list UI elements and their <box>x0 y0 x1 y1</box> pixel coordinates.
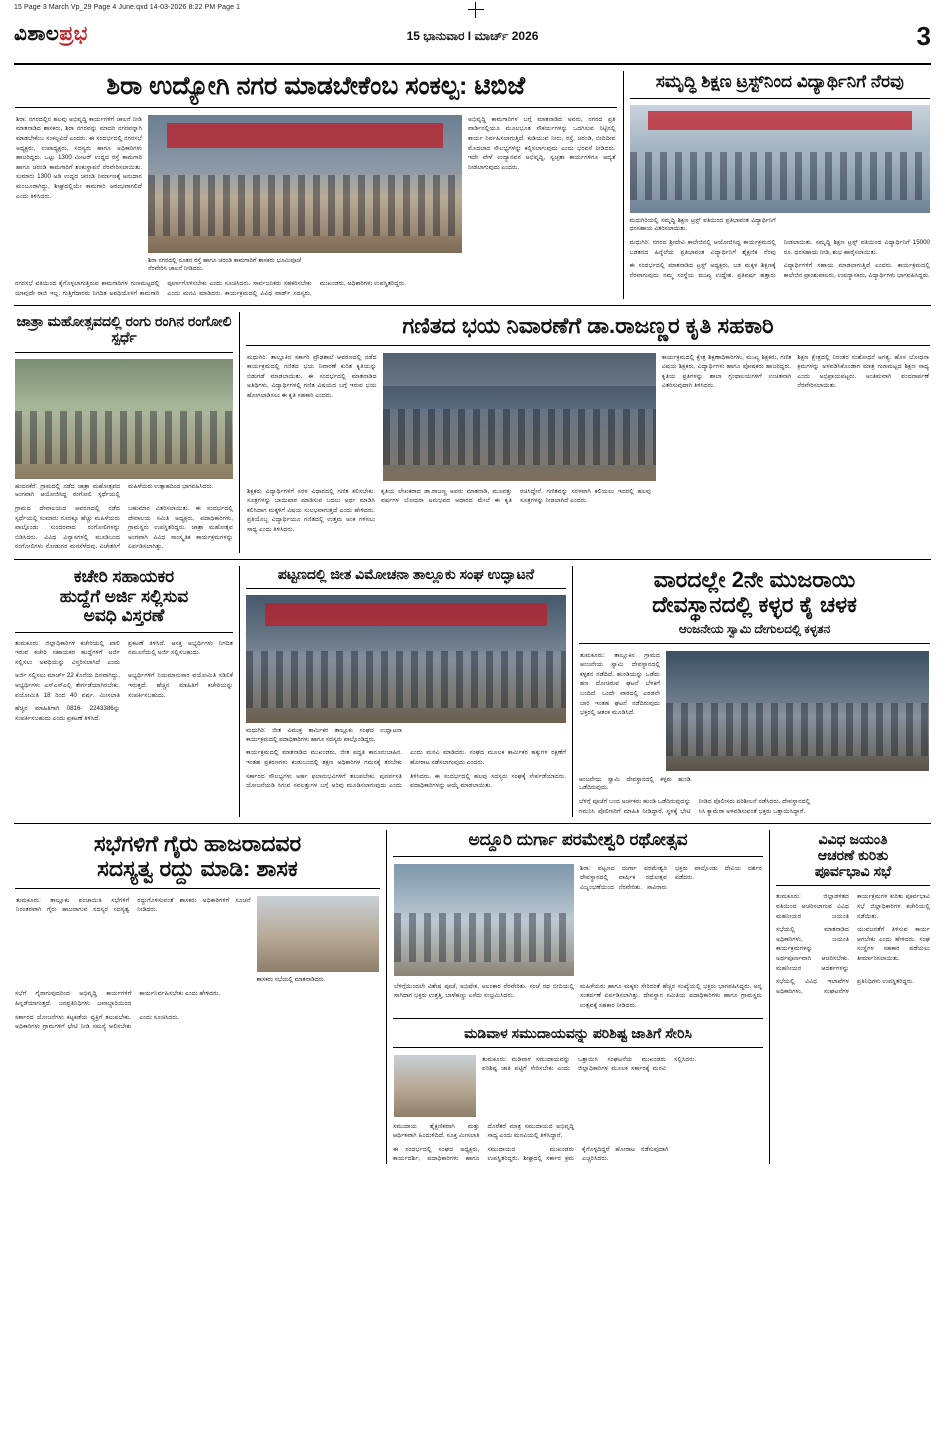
varadalle-caption: ಆಂಜನೇಯ ಸ್ವಾಮಿ ದೇವಸ್ಥಾನದಲ್ಲಿ ಕಳ್ಳರು ಹುಂಡಿ ಒಡೆದಿರುವುದು. <box>579 776 691 792</box>
sabhe-col2: ಸಭೆಗೆ ಗೈರಾಗುವುದರಿಂದ ಅಭಿವೃದ್ಧಿ ಕಾರ್ಯಗಳಿಗೆ ಹಿನ್ನಡೆಯಾಗುತ್ತದೆ. ಜನಪ್ರತಿನಿಧಿಗಳು ಜವಾಬ್ದಾರಿಯಿಂದ ಕಾರ್ಯನಿರ್ವಹಿಸಬೇಕು ಎಂದು ಹೇಳಿದರು. <box>15 990 221 1008</box>
article-rangoli <box>14 312 240 553</box>
row-third <box>14 566 931 817</box>
durga-col2: ಬೆಳಿಗ್ಗೆಯಿಂದಲೇ ವಿಶೇಷ ಪೂಜೆ, ಅಭಿಷೇಕ, ಅಲಂಕಾರ ನೆರವೇರಿತು. ಸಂಜೆ ರಥ ಬೀದಿಯಲ್ಲಿ ಸಾಗಿದಾಗ ಭಕ್ತರು ಉತ್ತತ್ತಿ, ಬಾಳೆಹಣ್ಣು ಎಸೆದು ಸಂಭ್ರಮಿಸಿದರು. <box>394 982 574 1000</box>
madivala-portrait-photo <box>394 1055 476 1117</box>
varadalle-col2: ಬೆಳಿಗ್ಗೆ ಪೂಜೆಗೆ ಬಂದ ಅರ್ಚಕರು ಹುಂಡಿ ಒಡೆದಿರುವುದನ್ನು ಗಮನಿಸಿ ಪೊಲೀಸರಿಗೆ ಮಾಹಿತಿ ನೀಡಿದ್ದಾರೆ. ಸ್ಥಳಕ್ಕೆ ಭೇಟಿ ನೀಡಿದ ಪೊಲೀಸರು ಪರಿಶೀಲನೆ ನಡೆಸಿದರು. ದೇವಸ್ಥಾನದಲ್ಲಿ ಸಿಸಿ ಕ್ಯಾಮೆರಾ ಅಳವಡಿಸುವಂತೆ ಭಕ್ತರು ಒತ್ತಾಯಿಸಿದ್ದಾರೆ. <box>579 797 811 815</box>
sira-col2: ಅಭಿವೃದ್ಧಿ ಕಾಮಗಾರಿಗಳ ಬಗ್ಗೆ ಮಾತನಾಡಿದ ಅವರು, ನಗರದ ಪ್ರತಿ ವಾರ್ಡಿನಲ್ಲಿಯೂ ಮೂಲಭೂತ ಸೌಕರ್ಯಗಳನ್ನು ಒದಗಿಸುವ ನಿಟ್ಟಿನಲ್ಲಿ ಕಾರ್ಯ ನಿರ್ವಹಿಸಲಾಗುತ್ತಿದೆ. ಕುಡಿಯುವ ನೀರು, ರಸ್ತೆ, ಚರಂಡಿ, ಬೀದಿದೀಪ ಮೊದಲಾದ ಸೌಲಭ್ಯಗಳನ್ನು ಕಲ್ಪಿಸಲಾಗುವುದು ಎಂದು ಭರವಸೆ ನೀಡಿದರು. ಇದೇ ವೇಳೆ ಉದ್ಯಾನವನ ಅಭಿವೃದ್ಧಿ, ಸ್ವಚ್ಛತಾ ಕಾರ್ಯಗಳಿಗೂ ಆದ್ಯತೆ ನೀಡಲಾಗುವುದು ಎಂದರು. <box>468 115 616 171</box>
sabhe-headline-line2: ಸದಸ್ಯತ್ವ ರದ್ದು ಮಾಡಿ: ಶಾಸಕ <box>97 856 298 882</box>
sira-photo <box>148 115 462 253</box>
madivala-col3: ಈ ಸಂದರ್ಭದಲ್ಲಿ ಸಂಘದ ಅಧ್ಯಕ್ಷರು, ಕಾರ್ಯದರ್ಶಿ, ಪದಾಧಿಕಾರಿಗಳು ಹಾಗೂ ಸಮುದಾಯದ ಮುಖಂಡರು ಉಪಸ್ಥಿತರಿದ್ದರು. ಶೀಘ್ರದಲ್ಲಿ ಸರ್ಕಾರ ಕ್ರಮ ಕೈಗೊಳ್ಳದಿದ್ದರೆ ಹೋರಾಟ ನಡೆಸುವುದಾಗಿ ಎಚ್ಚರಿಸಿದರು. <box>393 1145 669 1163</box>
masthead <box>14 23 931 65</box>
pattanagere-headline: ಪಟ್ಟಣದಲ್ಲಿ ಜೀತ ವಿಮೋಚನಾ ತಾಲ್ಲೂಕು ಸಂಘ ಉದ್ಘಾಟನೆ <box>277 565 535 582</box>
rangoli-caption: ಹಂದನಕೆರೆ: ಗ್ರಾಮದಲ್ಲಿ ನಡೆದ ಜಾತ್ರಾ ಮಹೋತ್ಸವದ ಅಂಗವಾಗಿ ಆಯೋಜಿಸಿದ್ದ ರಂಗೋಲಿ ಸ್ಪರ್ಧೆಯಲ್ಲಿ ಮಹಿಳೆಯರು ಉತ್ಸಾಹದಿಂದ ಭಾಗವಹಿಸಿದರು. <box>15 483 214 499</box>
ganita-headline: ಗಣಿತದ ಭಯ ನಿವಾರಣೆಗೆ ಡಾ.ರಾಜಣ್ಣರ ಕೃತಿ ಸಹಕಾರಿ <box>402 313 774 339</box>
ganita-col4: ಕಾರ್ಯಕ್ರಮದಲ್ಲಿ ಕ್ಷೇತ್ರ ಶಿಕ್ಷಣಾಧಿಕಾರಿಗಳು, ಮುಖ್ಯ ಶಿಕ್ಷಕರು, ಗಣಿತ ವಿಷಯ ಶಿಕ್ಷಕರು, ವಿದ್ಯಾರ್ಥಿಗಳು ಹಾಗೂ ಪೋಷಕರು ಹಾಜರಿದ್ದರು. ಕೃತಿಯ ಪ್ರತಿಗಳನ್ನು ಶಾಲಾ ಗ್ರಂಥಾಲಯಗಳಿಗೆ ಉಚಿತವಾಗಿ ವಿತರಿಸುವುದಾಗಿ ತಿಳಿಸಿದರು. <box>661 353 792 390</box>
varadalle-photo <box>666 651 929 771</box>
sira-caption: ಶಿರಾ ನಗರದಲ್ಲಿ ನೂತನ ರಸ್ತೆ ಹಾಗೂ ಚರಂಡಿ ಕಾಮಗಾರಿಗೆ ಶಾಸಕರು ಭೂಮಿಪೂಜೆ ನೆರವೇರಿಸಿ ಚಾಲನೆ ನೀಡಿದರು. <box>147 257 301 273</box>
samruddhi-col1: ಮಧುಗಿರಿ: ನಗರದ ಶ್ರೀದೇವಿ ಕಾಲೇಜಿನಲ್ಲಿ ಆಯೋಜಿಸಿದ್ದ ಕಾರ್ಯಕ್ರಮದಲ್ಲಿ ಬಡತನದ ಹಿನ್ನೆಲೆಯ ಪ್ರತಿಭಾವಂತ ವಿದ್ಯಾರ್ಥಿನಿಗೆ ಶೈಕ್ಷಣಿಕ ನೆರವು ನೀಡಲಾಯಿತು. ಸಮೃದ್ಧಿ ಶಿಕ್ಷಣ ಟ್ರಸ್ಟ್ ವತಿಯಿಂದ ವಿದ್ಯಾರ್ಥಿನಿಗೆ 15000 ರೂ. ಧನಸಹಾಯ ನೀಡಿ, ಶುಭ ಹಾರೈಸಲಾಯಿತು. <box>629 238 930 256</box>
kacheri-col1: ತುಮಕೂರು: ಜಿಲ್ಲಾಧಿಕಾರಿಗಳ ಕಚೇರಿಯಲ್ಲಿ ಖಾಲಿ ಇರುವ ಕಚೇರಿ ಸಹಾಯಕರ ಹುದ್ದೆಗಳಿಗೆ ಅರ್ಜಿ ಸಲ್ಲಿಸಲು ಅವಧಿಯನ್ನು ವಿಸ್ತರಿಸಲಾಗಿದೆ ಎಂದು ಪ್ರಕಟಣೆ ತಿಳಿಸಿದೆ. ಆಸಕ್ತ ಅಭ್ಯರ್ಥಿಗಳು ನಿಗದಿತ ನಮೂನೆಯಲ್ಲಿ ಅರ್ಜಿ ಸಲ್ಲಿಸಬಹುದು. <box>15 639 233 666</box>
varadalle-col1: ತುಮಕೂರು: ತಾಲ್ಲೂಕಿನ ಗ್ರಾಮದ ಆಂಜನೇಯ ಸ್ವಾಮಿ ದೇವಸ್ಥಾನದಲ್ಲಿ ಕಳ್ಳತನ ನಡೆದಿದೆ. ಹುಂಡಿಯನ್ನು ಒಡೆದು ಹಣ ದೋಚಿರುವ ಘಟನೆ ಬೆಳಕಿಗೆ ಬಂದಿದೆ. ಒಂದೇ ವಾರದಲ್ಲಿ ಎರಡನೇ ಬಾರಿ ಇಂತಹ ಘಟನೆ ನಡೆದಿರುವುದು ಭಕ್ತರಲ್ಲಿ ಆತಂಕ ಮೂಡಿಸಿದೆ. <box>580 651 660 717</box>
sira-col3: ನಗರಸಭೆ ವತಿಯಿಂದ ಕೈಗೊಳ್ಳಲಾಗುತ್ತಿರುವ ಕಾಮಗಾರಿಗಳ ಗುಣಮಟ್ಟದಲ್ಲಿ ಯಾವುದೇ ರಾಜಿ ಇಲ್ಲ. ಗುತ್ತಿಗೆದಾರರು ನಿಗದಿತ ಅವಧಿಯೊಳಗೆ ಕಾಮಗಾರಿ ಪೂರ್ಣಗೊಳಿಸಬೇಕು ಎಂದು ಸೂಚಿಸಿದರು. ಸಾರ್ವಜನಿಕರು ಸಹಕರಿಸಬೇಕು ಎಂದು ಮನವಿ ಮಾಡಿದರು. ಕಾರ್ಯಕ್ರಮದಲ್ಲಿ ವಿವಿಧ ವಾರ್ಡ್ ಸದಸ್ಯರು, ಮುಖಂಡರು, ಅಧಿಕಾರಿಗಳು ಉಪಸ್ಥಿತರಿದ್ದರು. <box>15 280 406 297</box>
madivala-col1: ತುಮಕೂರು: ಮಡಿವಾಳ ಸಮುದಾಯವನ್ನು ಪರಿಶಿಷ್ಟ ಜಾತಿ ಪಟ್ಟಿಗೆ ಸೇರಿಸಬೇಕು ಎಂದು ಒತ್ತಾಯಿಸಿ ಸಂಘಟನೆಯ ಮುಖಂಡರು ಜಿಲ್ಲಾಧಿಕಾರಿಗಳ ಮೂಲಕ ಸರ್ಕಾರಕ್ಕೆ ಮನವಿ ಸಲ್ಲಿಸಿದರು. <box>482 1055 697 1073</box>
article-pattanagere <box>240 566 573 817</box>
registration-mark-icon <box>468 2 484 18</box>
varadalle-headline-line1: ವಾರದಲ್ಲೇ 2ನೇ ಮುಜರಾಯಿ <box>653 566 856 592</box>
samruddhi-caption: ಮಧುಗಿರಿಯಲ್ಲಿ ಸಮೃದ್ಧಿ ಶಿಕ್ಷಣ ಟ್ರಸ್ಟ್ ವತಿಯಿಂದ ಪ್ರತಿಭಾವಂತ ವಿದ್ಯಾರ್ಥಿನಿಗೆ ಧನಸಹಾಯ ವಿತರಿಸಲಾಯಿತು. <box>629 217 776 233</box>
jayanthi-col2: ಸಭೆಯಲ್ಲಿ ಮಾತನಾಡಿದ ಅಧಿಕಾರಿಗಳು, ಜಯಂತಿ ಕಾರ್ಯಕ್ರಮಗಳನ್ನು ಅರ್ಥಪೂರ್ಣವಾಗಿ ಆಚರಿಸಬೇಕು. ಮಹನೀಯರ ಆದರ್ಶಗಳನ್ನು ಯುವಜನತೆಗೆ ತಿಳಿಸುವ ಕಾರ್ಯ ಆಗಬೇಕು ಎಂದು ಹೇಳಿದರು. ಸಂಘ ಸಂಸ್ಥೆಗಳ ಸಹಕಾರ ಪಡೆಯಲು ತೀರ್ಮಾನಿಸಲಾಯಿತು. <box>776 926 930 972</box>
samruddhi-col2: ಈ ಸಂದರ್ಭದಲ್ಲಿ ಮಾತನಾಡಿದ ಟ್ರಸ್ಟ್ ಅಧ್ಯಕ್ಷರು, ಬಡ ಮಕ್ಕಳ ಶಿಕ್ಷಣಕ್ಕೆ ನೆರವಾಗುವುದು ನಮ್ಮ ಸಂಸ್ಥೆಯ ಮುಖ್ಯ ಉದ್ದೇಶ. ಪ್ರತಿವರ್ಷ ಹತ್ತಾರು ವಿದ್ಯಾರ್ಥಿಗಳಿಗೆ ಸಹಾಯ ಮಾಡಲಾಗುತ್ತಿದೆ ಎಂದರು. ಕಾರ್ಯಕ್ರಮದಲ್ಲಿ ಕಾಲೇಜಿನ ಪ್ರಾಂಶುಪಾಲರು, ಉಪನ್ಯಾಸಕರು, ವಿದ್ಯಾರ್ಥಿಗಳು ಭಾಗವಹಿಸಿದ್ದರು. <box>629 262 930 279</box>
article-varadalle <box>573 566 932 817</box>
masthead-logo-part1: ವಿಶಾಲ <box>14 23 60 45</box>
durga-photo <box>394 864 574 976</box>
sabhe-portrait-photo <box>257 896 379 972</box>
article-jayanthi <box>770 830 932 1164</box>
page-number: 3 <box>916 21 931 51</box>
samruddhi-headline: ಸಮೃದ್ಧಿ ಶಿಕ್ಷಣ ಟ್ರಸ್ಟ್‌ನಿಂದ ವಿದ್ಯಾರ್ಥಿನಿಗೆ ನೆರವು <box>655 72 904 91</box>
madivala-headline: ಮಡಿವಾಳ ಸಮುದಾಯವನ್ನು ಪರಿಶಿಷ್ಟ ಜಾತಿಗೆ ಸೇರಿಸಿ <box>464 1024 692 1041</box>
sabhe-headline-line1: ಸಭೆಗಳಿಗೆ ಗೈರು ಹಾಜರಾದವರ <box>93 831 302 857</box>
ganita-col5: ಶಿಕ್ಷಣ ಕ್ಷೇತ್ರದಲ್ಲಿ ನಿರಂತರ ಸಂಶೋಧನೆ ಅಗತ್ಯ. ಹೊಸ ಬೋಧನಾ ಕ್ರಮಗಳನ್ನು ಅಳವಡಿಸಿಕೊಂಡಾಗ ಮಾತ್ರ ಗುಣಮಟ್ಟದ ಶಿಕ್ಷಣ ಸಾಧ್ಯ ಎಂದು ಅಭಿಪ್ರಾಯಪಟ್ಟರು. ಅಂತಿಮವಾಗಿ ವಂದನಾರ್ಪಣೆ ನೆರವೇರಿಸಲಾಯಿತು. <box>797 353 929 390</box>
ganita-col1: ಮಧುಗಿರಿ: ತಾಲ್ಲೂಕಿನ ಸರ್ಕಾರಿ ಪ್ರೌಢಶಾಲೆ ಆವರಣದಲ್ಲಿ ನಡೆದ ಕಾರ್ಯಕ್ರಮದಲ್ಲಿ ಗಣಿತದ ಭಯ ನಿವಾರಣೆ ಕುರಿತ ಕೃತಿಯನ್ನು ಬಿಡುಗಡೆ ಮಾಡಲಾಯಿತು. ಈ ಸಂದರ್ಭದಲ್ಲಿ ಮಾತನಾಡಿದ ಅತಿಥಿಗಳು, ವಿದ್ಯಾರ್ಥಿಗಳಲ್ಲಿ ಗಣಿತ ವಿಷಯದ ಬಗ್ಗೆ ಇರುವ ಭಯ ಹೋಗಲಾಡಿಸಲು ಈ ಕೃತಿ ಸಹಕಾರಿ ಎಂದರು. <box>247 353 377 400</box>
print-header: 15 Page 3 March Vp_29 Page 4 June.qxd 14-03-2026 8:22 PM Page 1 <box>14 4 241 11</box>
masthead-logo <box>14 23 88 46</box>
rangoli-photo <box>15 359 233 479</box>
article-samruddhi <box>623 71 931 299</box>
pattanagere-col2: ಸರ್ಕಾರದ ಸೌಲಭ್ಯಗಳು ಅರ್ಹ ಫಲಾನುಭವಿಗಳಿಗೆ ತಲುಪಬೇಕು. ಪುನರ್ವಸತಿ ಯೋಜನೆಯಡಿ ಸಿಗುವ ಸವಲತ್ತುಗಳ ಬಗ್ಗೆ ಅರಿವು ಮೂಡಿಸಲಾಗುವುದು ಎಂದು ತಿಳಿಸಿದರು. ಈ ಸಂದರ್ಭದಲ್ಲಿ ಹಲವು ಸದಸ್ಯರು ಸಂಘಕ್ಕೆ ಸೇರ್ಪಡೆಯಾದರು. ಪದಾಧಿಕಾರಿಗಳನ್ನು ಆಯ್ಕೆ ಮಾಡಲಾಯಿತು. <box>246 772 566 790</box>
rangoli-headline: ಜಾತ್ರಾ ಮಹೋತ್ಸವದಲ್ಲಿ ರಂಗು ರಂಗಿನ ರಂಗೋಲಿ ಸ್ಪರ್ಧೆ <box>16 313 232 346</box>
jayanthi-col3: ಸಭೆಯಲ್ಲಿ ವಿವಿಧ ಇಲಾಖೆಗಳ ಅಧಿಕಾರಿಗಳು, ಸಂಘಟನೆಗಳ ಪ್ರತಿನಿಧಿಗಳು ಉಪಸ್ಥಿತರಿದ್ದರು. <box>776 978 915 995</box>
durga-col3: ಮಹಿಳೆಯರು ಹಾಗೂ ಮಕ್ಕಳು ಸೇರಿದಂತೆ ಹೆಚ್ಚಿನ ಸಂಖ್ಯೆಯಲ್ಲಿ ಭಕ್ತರು ಭಾಗವಹಿಸಿದ್ದರು. ಅನ್ನ ಸಂತರ್ಪಣೆ ಏರ್ಪಡಿಸಲಾಗಿತ್ತು. ದೇವಸ್ಥಾನ ಸಮಿತಿಯ ಪದಾಧಿಕಾರಿಗಳು ಹಾಗೂ ಗ್ರಾಮಸ್ಥರು ಉತ್ಸವಕ್ಕೆ ಸಹಕಾರ ನೀಡಿದರು. <box>580 982 762 1009</box>
jayanthi-headline-line2: ಆಚರಣೆ ಕುರಿತು <box>817 847 889 864</box>
ganita-photo <box>383 353 656 481</box>
sabhe-col1: ತುಮಕೂರು: ತಾಲ್ಲೂಕು ಪಂಚಾಯಿತಿ ಸಭೆಗಳಿಗೆ ನಿರಂತರವಾಗಿ ಗೈರು ಹಾಜರಾಗುವ ಸದಸ್ಯರ ಸದಸ್ಯತ್ವ ರದ್ದುಗೊಳಿಸುವಂತೆ ಶಾಸಕರು ಅಧಿಕಾರಿಗಳಿಗೆ ಸೂಚನೆ ನೀಡಿದರು. <box>16 896 251 914</box>
sira-col1: ಶಿರಾ: ನಗರದಲ್ಲಿನ ಹಲವು ಅಭಿವೃದ್ಧಿ ಕಾರ್ಯಗಳಿಗೆ ಚಾಲನೆ ನೀಡಿ ಮಾತನಾಡಿದ ಶಾಸಕರು, ಶಿರಾ ನಗರವನ್ನು ಮಾದರಿ ನಗರವನ್ನಾಗಿ ಮಾಡಬೇಕೆಂಬ ಸಂಕಲ್ಪವಿದೆ ಎಂದರು. ಈ ಸಂದರ್ಭದಲ್ಲಿ ನಗರಸಭೆ ಅಧ್ಯಕ್ಷರು, ಉಪಾಧ್ಯಕ್ಷರು, ಸದಸ್ಯರು ಹಾಗೂ ಅಧಿಕಾರಿಗಳು ಹಾಜರಿದ್ದರು. ಒಟ್ಟು 1300 ಮೀಟರ್ ಉದ್ದದ ರಸ್ತೆ ಕಾಮಗಾರಿ ಹಾಗೂ ಚರಂಡಿ ಕಾಮಗಾರಿಗೆ ಶಂಕುಸ್ಥಾಪನೆ ನೆರವೇರಿಸಲಾಯಿತು. ಸುಮಾರು 1300 ಅಡಿ ಉದ್ದದ ಚರಂಡಿ ನಿರ್ಮಾಣಕ್ಕೆ ಅನುದಾನ ಮಂಜೂರಾಗಿದ್ದು, ಶೀಘ್ರದಲ್ಲಿಯೇ ಕಾಮಗಾರಿ ಆರಂಭವಾಗಲಿದೆ ಎಂದು ತಿಳಿಸಿದರು. <box>16 115 142 200</box>
kacheri-headline-line3: ಅವಧಿ ವಿಸ್ತರಣೆ <box>83 606 165 626</box>
jayanthi-headline-line1: ವಿವಿಧ ಜಯಂತಿ <box>818 831 888 848</box>
pattanagere-col1: ಕಾರ್ಯಕ್ರಮದಲ್ಲಿ ಮಾತನಾಡಿದ ಮುಖಂಡರು, ಜೀತ ಪದ್ಧತಿ ಕಾನೂನುಬಾಹಿರ. ಇಂತಹ ಪ್ರಕರಣಗಳು ಕಂಡುಬಂದಲ್ಲಿ ತಕ್ಷಣ ಅಧಿಕಾರಿಗಳ ಗಮನಕ್ಕೆ ತರಬೇಕು ಎಂದು ಮನವಿ ಮಾಡಿದರು. ಸಂಘದ ಮೂಲಕ ಕಾರ್ಮಿಕರ ಹಕ್ಕುಗಳ ರಕ್ಷಣೆಗೆ ಹೋರಾಟ ನಡೆಸಲಾಗುವುದು ಎಂದರು. <box>246 749 566 767</box>
row-bottom <box>14 830 931 1164</box>
kacheri-headline-line1: ಕಚೇರಿ ಸಹಾಯಕರ <box>73 566 175 586</box>
jayanthi-headline-line3: ಪೂರ್ವಭಾವಿ ಸಭೆ <box>814 863 892 880</box>
masthead-date: 15 ಭಾನುವಾರ I ಮಾರ್ಚ್ 2026 <box>406 29 539 43</box>
ganita-col2: ಶಿಕ್ಷಕರು ವಿದ್ಯಾರ್ಥಿಗಳಿಗೆ ಸರಳ ವಿಧಾನದಲ್ಲಿ ಗಣಿತ ಕಲಿಸಬೇಕು. ಸೂತ್ರಗಳನ್ನು ಬಾಯಿಪಾಠ ಮಾಡಿಸುವ ಬದಲು ಅರ್ಥ ಮಾಡಿಸಿ ಕಲಿಸಿದಾಗ ಮಕ್ಕಳಿಗೆ ವಿಷಯ ಸುಲಭವಾಗುತ್ತದೆ ಎಂದು ಹೇಳಿದರು. ಪ್ರತಿಯೊಬ್ಬ ವಿದ್ಯಾರ್ಥಿಯೂ ಗಣಿತದಲ್ಲಿ ಉತ್ತಮ ಅಂಕ ಗಳಿಸಲು ಸಾಧ್ಯ ಎಂದು ತಿಳಿಸಿದರು. <box>247 487 375 534</box>
sira-headline: ಶಿರಾ ಉದ್ಯೋಗಿ ನಗರ ಮಾಡಬೇಕೆಂಬ ಸಂಕಲ್ಪ: ಟಿಬಿಜೆ <box>106 72 526 100</box>
article-kacheri <box>14 566 240 817</box>
row-top <box>14 71 931 299</box>
masthead-logo-part2: ಪ್ರಭ <box>59 23 88 45</box>
kacheri-col2: ಅರ್ಜಿ ಸಲ್ಲಿಸಲು ಮಾರ್ಚ್ 22 ಕೊನೆಯ ದಿನವಾಗಿದ್ದು, ಅಭ್ಯರ್ಥಿಗಳು ಎಸ್ಎಸ್ಎಲ್ಸಿ ತೇರ್ಗಡೆಯಾಗಿರಬೇಕು. ವಯೋಮಿತಿ 18 ರಿಂದ 40 ವರ್ಷ. ಮೀಸಲಾತಿ ಅಭ್ಯರ್ಥಿಗಳಿಗೆ ನಿಯಮಾನುಸಾರ ವಯೋಮಿತಿ ಸಡಿಲಿಕೆ ಇರುತ್ತದೆ. ಹೆಚ್ಚಿನ ಮಾಹಿತಿಗೆ ಕಚೇರಿಯನ್ನು ಸಂಪರ್ಕಿಸಬಹುದು. <box>15 672 233 699</box>
sabhe-caption: ಶಾಸಕರು ಸಭೆಯಲ್ಲಿ ಮಾತನಾಡಿದರು. <box>256 976 326 983</box>
samruddhi-photo <box>630 105 930 213</box>
row-middle <box>14 312 931 553</box>
varadalle-subheadline: ಆಂಜನೇಯ ಸ್ವಾಮಿ ದೇಗುಲದಲ್ಲಿ ಕಳ್ಳತನ <box>678 621 831 636</box>
durga-headline: ಅದ್ದೂರಿ ದುರ್ಗಾ ಪರಮೇಶ್ವರಿ ರಥೋತ್ಸವ <box>468 830 688 850</box>
pattanagere-caption: ಮಧುಗಿರಿ: ಜೀತ ವಿಮುಕ್ತ ಕಾರ್ಮಿಕರ ತಾಲ್ಲೂಕು ಸಂಘದ ಉದ್ಘಾಟನಾ ಕಾರ್ಯಕ್ರಮದಲ್ಲಿ ಪದಾಧಿಕಾರಿಗಳು ಹಾಗೂ ಸದಸ್ಯರು ಪಾಲ್ಗೊಂಡಿದ್ದರು. <box>246 728 402 743</box>
sabhe-col3: ಸರ್ಕಾರದ ಯೋಜನೆಗಳು ಕಟ್ಟಕಡೆಯ ವ್ಯಕ್ತಿಗೆ ತಲುಪಬೇಕು. ಅಧಿಕಾರಿಗಳು ಗ್ರಾಮಗಳಿಗೆ ಭೇಟಿ ನೀಡಿ ಸಮಸ್ಯೆ ಆಲಿಸಬೇಕು ಎಂದು ಸೂಚಿಸಿದರು. <box>15 1013 180 1031</box>
pattanagere-photo <box>246 595 566 723</box>
article-ganita <box>240 312 932 553</box>
ganita-col3: ಕೃತಿಯ ಲೇಖಕರಾದ ಡಾ.ರಾಜಣ್ಣ ಅವರು ಮಾತನಾಡಿ, ಮೂವತ್ತು ವರ್ಷಗಳ ಬೋಧನಾ ಅನುಭವದ ಆಧಾರದ ಮೇಲೆ ಈ ಕೃತಿ ರಚಿಸಿದ್ದೇನೆ. ಗಣಿತವನ್ನು ಸರಳವಾಗಿ ಕಲಿಯಲು ಇದರಲ್ಲಿ ಹಲವು ಸೂತ್ರಗಳನ್ನು ನೀಡಲಾಗಿದೆ ಎಂದರು. <box>381 487 651 505</box>
article-sira <box>14 71 623 299</box>
madivala-col2: ಸಮುದಾಯ ಶೈಕ್ಷಣಿಕವಾಗಿ ಮತ್ತು ಆರ್ಥಿಕವಾಗಿ ಹಿಂದುಳಿದಿದೆ. ಸೂಕ್ತ ಮೀಸಲಾತಿ ದೊರೆತರೆ ಮಾತ್ರ ಸಮುದಾಯದ ಅಭಿವೃದ್ಧಿ ಸಾಧ್ಯ ಎಂದು ಮನವಿಯಲ್ಲಿ ತಿಳಿಸಿದ್ದಾರೆ. <box>393 1122 574 1140</box>
jayanthi-col1: ತುಮಕೂರು: ಜಿಲ್ಲಾಡಳಿತದ ವತಿಯಿಂದ ಆಚರಿಸಲಾಗುವ ವಿವಿಧ ಮಹನೀಯರ ಜಯಂತಿ ಕಾರ್ಯಕ್ರಮಗಳ ಕುರಿತು ಪೂರ್ವಭಾವಿ ಸಭೆ ಜಿಲ್ಲಾಧಿಕಾರಿಗಳ ಕಚೇರಿಯಲ್ಲಿ ನಡೆಯಿತು. <box>776 893 930 920</box>
varadalle-headline-line2: ದೇವಸ್ಥಾನದಲ್ಲಿ ಕಳ್ಳರ ಕೈ ಚಳಕ <box>652 592 857 618</box>
article-durga-madivala <box>387 830 770 1164</box>
rangoli-body: ಗ್ರಾಮದ ದೇವಾಲಯದ ಆವರಣದಲ್ಲಿ ನಡೆದ ಸ್ಪರ್ಧೆಯಲ್ಲಿ ಸುಮಾರು ನೂರಕ್ಕೂ ಹೆಚ್ಚು ಮಹಿಳೆಯರು ಪಾಲ್ಗೊಂಡು ಸುಂದರವಾದ ರಂಗೋಲಿಗಳನ್ನು ಬಿಡಿಸಿದರು. ವಿವಿಧ ವಿನ್ಯಾಸಗಳಲ್ಲಿ ಮೂಡಿಬಂದ ರಂಗೋಲಿಗಳು ನೋಡುಗರ ಮನಸೆಳೆದವು. ವಿಜೇತರಿಗೆ ಬಹುಮಾನ ವಿತರಿಸಲಾಯಿತು. ಈ ಸಂದರ್ಭದಲ್ಲಿ ದೇವಾಲಯ ಸಮಿತಿ ಅಧ್ಯಕ್ಷರು, ಪದಾಧಿಕಾರಿಗಳು, ಗ್ರಾಮಸ್ಥರು ಉಪಸ್ಥಿತರಿದ್ದರು. ಜಾತ್ರಾ ಮಹೋತ್ಸವ ಅಂಗವಾಗಿ ವಿವಿಧ ಸಾಂಸ್ಕೃತಿಕ ಕಾರ್ಯಕ್ರಮಗಳನ್ನು ಏರ್ಪಡಿಸಲಾಗಿತ್ತು. <box>15 504 233 551</box>
article-sabhe <box>14 830 387 1164</box>
kacheri-headline-line2: ಹುದ್ದೆಗೆ ಅರ್ಜಿ ಸಲ್ಲಿಸುವ <box>59 586 189 606</box>
durga-col1: ಶಿರಾ: ಪಟ್ಟಣದ ದುರ್ಗಾ ಪರಮೇಶ್ವರಿ ದೇವಸ್ಥಾನದಲ್ಲಿ ವಾರ್ಷಿಕ ರಥೋತ್ಸವ ವಿಜೃಂಭಣೆಯಿಂದ ನೆರವೇರಿತು. ಸಾವಿರಾರು ಭಕ್ತರು ಪಾಲ್ಗೊಂಡು ದೇವಿಯ ದರ್ಶನ ಪಡೆದರು. <box>580 864 762 891</box>
kacheri-contact: ಹೆಚ್ಚಿನ ಮಾಹಿತಿಗಾಗಿ 0816- 2243386ನ್ನು ಸಂಪರ್ಕಿಸಬಹುದು ಎಂದು ಪ್ರಕಟಣೆ ತಿಳಿಸಿದೆ. <box>15 705 120 722</box>
